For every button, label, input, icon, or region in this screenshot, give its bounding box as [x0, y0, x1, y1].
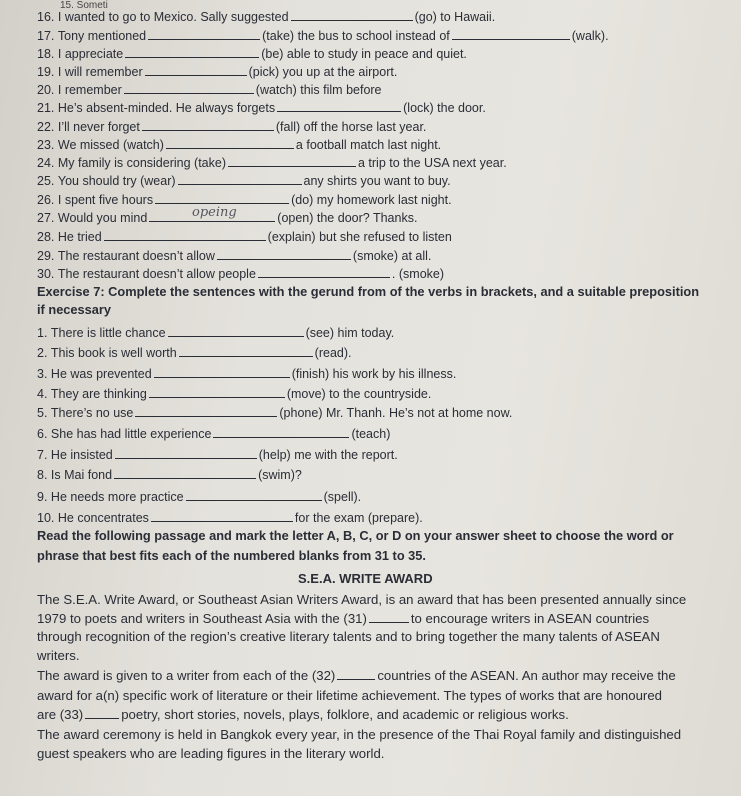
p1-line2: 1979 to poets and writers in Southeast Asia with the (31) to encourage writers in ASEAN countries — [37, 611, 650, 626]
reading-instruction: Read the following passage and mark the letter A, B, C, or D on your answer sheet to choose the word or — [37, 528, 674, 543]
handwritten-answer: opeing — [192, 205, 237, 220]
ex7-item-9: 9. He needs more practice (spell). — [37, 490, 362, 504]
ex7-item-8: 8. Is Mai fond (swim)? — [37, 468, 302, 482]
passage-title: S.E.A. WRITE AWARD — [298, 571, 433, 586]
exercise7-heading: Exercise 7: Complete the sentences with the gerund from of the verbs in brackets, and a suitable preposition — [37, 284, 700, 299]
item-20: 20. I remember (watch) this film before — [37, 83, 382, 97]
item-28: 28. He tried (explain) but she refused to listen — [37, 230, 452, 244]
reading-instruction-cont: phrase that best fits each of the numbered blanks from 31 to 35. — [37, 548, 426, 563]
item-19: 19. I will remember (pick) you up at the airport. — [37, 65, 398, 79]
ex7-item-3: 3. He was prevented (finish) his work by his illness. — [37, 367, 457, 381]
exercise7-heading-cont: if necessary — [37, 302, 111, 317]
ex7-item-5: 5. There’s no use (phone) Mr. Thanh. He’s not at home now. — [37, 406, 513, 420]
p3-line2: guest speakers who are leading figures in the literary world. — [37, 746, 385, 761]
item-26: 26. I spent five hours (do) my homework last night. — [37, 193, 452, 207]
item-17: 17. Tony mentioned (take) the bus to school instead of (walk). — [37, 29, 609, 43]
p1-line3: through recognition of the region’s creative literary talents and to bring together the many talents of ASEAN — [37, 629, 660, 644]
item-21: 21. He’s absent-minded. He always forgets (lock) the door. — [37, 101, 486, 115]
ex7-item-6: 6. She has had little experience (teach) — [37, 427, 391, 441]
item-16: 16. I wanted to go to Mexico. Sally suggested (go) to Hawaii. — [37, 10, 496, 24]
p2-line1: The award is given to a writer from each of the (32) countries of the ASEAN. An author may receive the — [37, 668, 676, 683]
ex7-item-7: 7. He insisted (help) me with the report. — [37, 448, 398, 462]
item-24: 24. My family is considering (take) a trip to the USA next year. — [37, 156, 507, 170]
ex7-item-4: 4. They are thinking (move) to the countryside. — [37, 387, 432, 401]
ex7-item-10: 10. He concentrates for the exam (prepare). — [37, 511, 423, 525]
item-22: 22. I’ll never forget (fall) off the horse last year. — [37, 120, 427, 134]
p1-line1: The S.E.A. Write Award, or Southeast Asian Writers Award, is an award that has been presented annually since — [37, 592, 687, 607]
top-fragment: 15. Someti — [60, 0, 108, 11]
item-23: 23. We missed (watch) a football match last night. — [37, 138, 442, 152]
p2-line3: are (33) poetry, short stories, novels, plays, folklore, and academic or religious works. — [37, 707, 569, 722]
item-27: 27. Would you mind (open) the door? Thanks. — [37, 211, 418, 225]
item-30: 30. The restaurant doesn’t allow people . (smoke) — [37, 267, 445, 281]
ex7-item-2: 2. This book is well worth (read). — [37, 346, 352, 360]
p1-line4: writers. — [37, 648, 80, 663]
item-18: 18. I appreciate (be) able to study in peace and quiet. — [37, 47, 467, 61]
item-29: 29. The restaurant doesn’t allow (smoke) at all. — [37, 249, 432, 263]
item-25: 25. You should try (wear) any shirts you want to buy. — [37, 174, 451, 188]
ex7-item-1: 1. There is little chance (see) him today. — [37, 326, 395, 340]
p3-line1: The award ceremony is held in Bangkok every year, in the presence of the Thai Royal family and distinguished — [37, 727, 682, 742]
p2-line2: award for a(n) specific work of literature or their lifetime achievement. The types of works that are honoured — [37, 688, 662, 703]
